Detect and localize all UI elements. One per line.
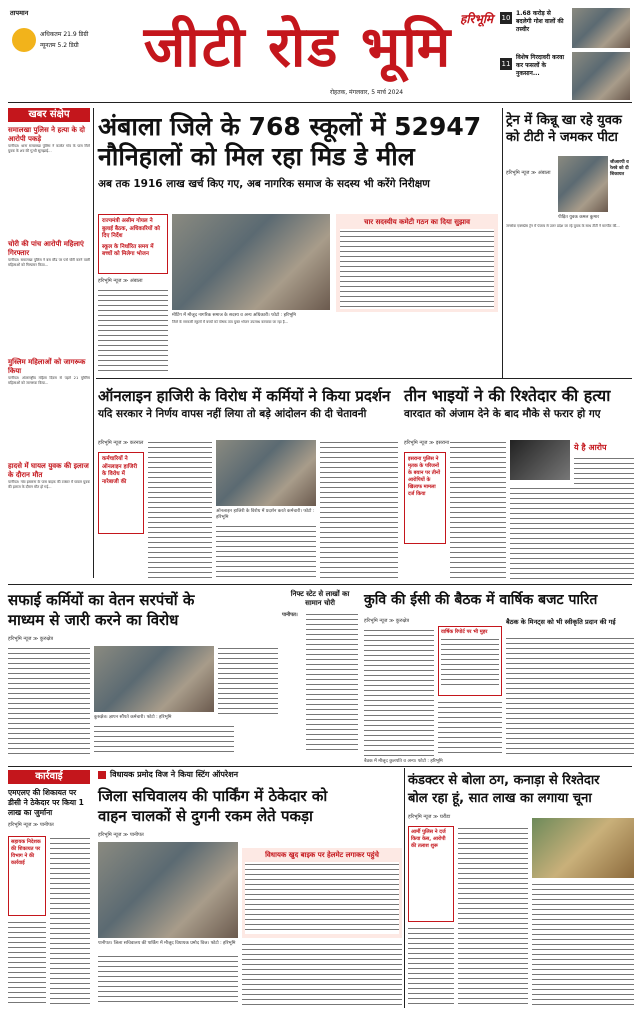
parking-body-col2 — [242, 942, 402, 1006]
protest-photo-caption: ऑनलाइन हाजिरी के विरोध में प्रदर्शन करते कर्मचारी। फोटो : हरिभूमि — [216, 509, 315, 520]
brief-body: पानीपत। समालखा पुलिस ने बस स्टैंड पर पर्स चोरी करने वाली महिलाओं को गिरफ्तार किया... — [8, 258, 90, 268]
right-lead-photo-sub: पीड़ित युवक कमल कुमार — [558, 215, 600, 220]
helmet-body — [245, 862, 399, 934]
protest-body-col — [148, 440, 212, 580]
parking-photo-caption: पानीपत। जिला सचिवालय की पार्किंग में मौजूद विधायक प्रमोद विज। फोटो : हरिभूमि — [98, 941, 236, 946]
action-label: कार्रवाई — [8, 770, 90, 784]
column-divider — [93, 108, 94, 578]
budget-story[interactable] — [364, 590, 634, 610]
column-divider — [404, 768, 405, 1008]
right-lead-photo-caption: जीआरपी व रेलवे को दी शिकायत — [610, 160, 629, 177]
budget-body-col2 — [438, 700, 502, 756]
lead-body-col1 — [98, 288, 168, 372]
fine-body-col — [50, 836, 90, 1006]
brief-item[interactable] — [8, 462, 90, 550]
sanitation-photo-caption: कुरुक्षेत्र। ज्ञापन सौंपते कर्मचारी। फोटो : हरिभूमि — [94, 715, 172, 720]
protest-byline: हरिभूमि न्यूज ≫ करनाल — [98, 440, 144, 446]
fine-headline: एमएलए की शिकायत पर डीसी ने ठेकेदार पर किया 1 लाख का जुर्माना — [8, 788, 84, 817]
protest-story[interactable] — [98, 386, 398, 422]
allegation-head: ये है आरोप — [574, 443, 607, 452]
theft-byline: पानीपत। — [282, 612, 298, 618]
section-rule — [96, 378, 632, 379]
parking-kicker: विधायक प्रमोद विज ने किया स्टिंग ऑपरेशन — [110, 770, 239, 779]
committee-body — [340, 229, 494, 309]
sanitation-body-col1 — [8, 646, 90, 756]
masthead-rule — [8, 102, 632, 103]
teaser-1[interactable] — [500, 8, 632, 50]
fraud-headline-2: बोल रहा हूं, सात लाख का लगाया चूना — [408, 791, 592, 806]
sanitation-body-col3 — [218, 646, 278, 718]
temperature-label: तापमान — [10, 9, 29, 17]
fraud-byline: हरिभूमि न्यूज ≫ घरौंडा — [408, 814, 451, 820]
fraud-box — [408, 826, 454, 922]
protest-photo — [216, 440, 316, 506]
fraud-body-col2 — [532, 882, 634, 1006]
teaser-2-number: 11 — [501, 60, 511, 68]
lead-photo — [172, 214, 330, 310]
budget-box — [438, 626, 502, 696]
lead-headline-2: नौनिहालों को मिल रहा मिड डे मील — [98, 142, 415, 171]
murder-box-text: इसराना पुलिस ने मृतक के परिजनों के बयान पर तीनों आरोपियों के खिलाफ मामला दर्ज किया — [408, 456, 440, 497]
right-lead-story[interactable] — [506, 112, 634, 146]
brief-item[interactable] — [8, 240, 90, 328]
lead-body — [172, 320, 498, 372]
budget-box-body — [441, 637, 499, 689]
protest-headline-1: ऑनलाइन हाजिरी के विरोध में कर्मियों ने किया प्रदर्शन — [98, 387, 391, 405]
temperature-box — [8, 8, 108, 88]
teaser-2[interactable] — [500, 52, 632, 102]
parking-kicker-bar — [98, 768, 400, 784]
fraud-body-col1 — [458, 826, 528, 1006]
lead-bullets — [98, 214, 168, 274]
minutes-body — [506, 636, 634, 756]
helmet-head: विधायक खुद बाइक पर हेलमेट लगाकर पहुंचे — [265, 851, 379, 859]
parking-photo — [98, 842, 238, 938]
murder-headline-2: वारदात को अंजाम देने के बाद मौके से फरार हो गए — [404, 408, 601, 420]
protest-box-text: कर्मचारियों ने ऑनलाइन हाजिरी के विरोध में नारेबाजी की — [102, 456, 138, 485]
news-brief-label: खबर संक्षेप — [8, 108, 90, 122]
budget-body-col1 — [364, 628, 434, 756]
section-rule — [8, 766, 632, 767]
max-temp: अधिकतम 21.9 डिग्री — [40, 31, 89, 38]
right-lead-byline: हरिभूमि न्यूज ≫ अंबाला — [506, 170, 551, 176]
lead-bullet-1: राज्यमंत्री असीम गोयल ने बुलाई बैठक, अधिकारियों को दिए निर्देश — [102, 218, 160, 239]
budget-box-head: वार्षिक रिपोर्ट पर भी मुहर — [441, 629, 488, 635]
sanitation-byline: हरिभूमि न्यूज ≫ कुरुक्षेत्र — [8, 636, 54, 642]
lead-headline-1: अंबाला जिले के 768 स्कूलों में 52947 — [98, 112, 482, 141]
lead-subhead: अब तक 1916 लाख खर्च किए गए, अब नागरिक समाज के सदस्य भी करेंगे निरीक्षण — [98, 178, 430, 190]
allegation-body — [574, 456, 634, 484]
fine-byline: हरिभूमि न्यूज ≫ पानीपत — [8, 822, 54, 828]
brief-body: पानीपत। गांव इसराना के पास बाइक की टक्कर में घायल युवक की इलाज के दौरान मौत हो गई... — [8, 480, 90, 490]
fraud-body-col3 — [408, 926, 454, 1006]
protest-body-col2 — [320, 440, 398, 580]
theft-headline: निफ्ट स्टेट से लाखों का सामान चोरी — [290, 590, 350, 607]
murder-story[interactable] — [404, 386, 634, 422]
teaser-1-text: 1.68 करोड़ से बदलेगी गोश वालों की तस्वीर — [516, 10, 564, 33]
budget-byline: हरिभूमि न्यूज ≫ कुरुक्षेत्र — [364, 618, 410, 624]
brief-headline: चोरी की पांच आरोपी महिलाएं गिरफ्तार — [8, 240, 84, 257]
brief-item[interactable] — [8, 126, 90, 196]
budget-headline: कुवि की ईसी की बैठक में वार्षिक बजट पारित — [364, 592, 598, 608]
helmet-box — [242, 848, 402, 938]
teaser-1-photo — [572, 8, 630, 48]
murder-headline-1: तीन भाइयों ने की रिश्तेदार की हत्या — [404, 386, 611, 405]
murder-box — [404, 452, 446, 544]
sanitation-headline-2: माध्यम से जारी करने का विरोध — [8, 611, 179, 629]
brief-item[interactable] — [8, 358, 90, 426]
right-lead-body — [506, 224, 634, 372]
parking-byline: हरिभूमि न्यूज ≫ पानीपत — [98, 832, 144, 838]
sanitation-photo — [94, 646, 214, 712]
fine-box — [8, 836, 46, 916]
column-divider — [502, 108, 503, 378]
section-rule — [8, 584, 632, 585]
fine-box-text: सहायक निदेशक की शिकायत पर विभाग ने की कार्रवाई — [11, 839, 41, 866]
lead-bullet-2: स्कूल के निर्धारित समय में बच्चों को मिलेगा भोजन — [102, 243, 154, 257]
protest-box — [98, 452, 144, 534]
theft-body — [306, 612, 358, 752]
brief-headline: समालखा पुलिस ने हत्या के दो आरोपी पकड़े — [8, 126, 85, 143]
lead-byline: हरिभूमि न्यूज ≫ अंबाला — [98, 278, 143, 284]
brief-headline: हादसे में घायल युवक की इलाज के दौरान मौत — [8, 462, 89, 479]
committee-box — [336, 214, 498, 312]
budget-photo-caption: बैठक में मौजूद कुलपति व अन्य। फोटो : हरिभूमि — [364, 759, 443, 764]
masthead-title: जीटी रोड भूमि — [143, 15, 453, 80]
parking-headline-2: वाहन चालकों से दुगनी रकम लेते पकड़ा — [98, 807, 313, 825]
brand-small: हरिभूमि — [460, 12, 494, 26]
sun-icon — [12, 28, 36, 52]
brief-headline: मुस्लिम महिलाओं को जागरूक किया — [8, 358, 86, 375]
murder-body-col2 — [510, 486, 634, 580]
parking-headline-1: जिला सचिवालय की पार्किंग में ठेकेदार को — [98, 787, 328, 805]
gun-photo — [510, 440, 570, 480]
fine-body-col2 — [8, 920, 46, 1006]
murder-byline: हरिभूमि न्यूज ≫ इसराना — [404, 440, 450, 446]
kicker-marker — [98, 771, 106, 779]
theft-story[interactable] — [282, 590, 358, 756]
dateline: रोहतक, मंगलवार, 5 मार्च 2024 — [330, 89, 404, 96]
sanitation-headline-1: सफाई कर्मियों का वेतन सरपंचों के — [8, 591, 195, 609]
parking-body-col1 — [98, 954, 238, 1006]
teaser-2-text: विशेष गिरदावरी करवा कर फसलों के नुकसान... — [516, 54, 565, 77]
sanitation-story[interactable] — [8, 590, 278, 630]
protest-headline-2: यदि सरकार ने निर्णय वापस नहीं लिया तो बड़े आंदोलन की दी चेतावनी — [98, 408, 367, 420]
currency-photo — [532, 818, 634, 878]
lead-photo-caption: मीटिंग में मौजूद नागरिक समाज के सदस्य व अन्य अधिकारी। फोटो : हरिभूमि — [172, 313, 296, 318]
min-temp: न्यूनतम 5.2 डिग्री — [40, 42, 79, 49]
teaser-2-photo — [572, 52, 630, 100]
brief-body: पानीपत। थाना समालखा पुलिस ने कतरेत गांव के पास मिले युवक के शव की गुत्थी सुलझाई... — [8, 144, 90, 154]
minutes-head: बैठक के मिनट्स को भी स्वीकृति प्रदान की गई — [506, 618, 616, 626]
teaser-1-number: 10 — [501, 14, 511, 22]
lead-story[interactable] — [98, 112, 498, 192]
fraud-headline-1: कंडक्टर से बोला ठग, कनाड़ा से रिश्तेदार — [408, 773, 600, 788]
fraud-box-text: आर्मी पुलिस ने दर्ज किया केस, आरोपी की तलाश शुरू — [411, 829, 446, 849]
lead-body-text: जिले के सरकारी स्कूलों में बच्चों को पोषक तत्व युक्त भोजन उपलब्ध करवाया जा रहा है... — [172, 320, 289, 324]
brief-body: पानीपत। अंतरराष्ट्रीय महिला दिवस से पहले 21 मुस्लिम महिलाओं को जागरूक किया... — [8, 376, 90, 386]
protest-body-col3 — [216, 524, 316, 580]
parking-story[interactable] — [98, 786, 402, 826]
murder-body-col — [450, 440, 506, 580]
fraud-story[interactable] — [408, 772, 634, 808]
right-lead-photo — [558, 156, 608, 212]
right-lead-headline: ट्रेन में किन्नू खा रहे युवक को टीटी ने जमकर पीटा — [506, 113, 622, 145]
committee-head: चार सदस्यीय कमेटी गठन का दिया सुझाव — [364, 218, 470, 226]
right-lead-body-text: जनसेवा एक्सप्रेस ट्रेन में पंजाब से उत्तर प्रदेश जा रहे युवक के साथ टीटी ने मारपीट की... — [506, 224, 620, 228]
sanitation-body-col2 — [94, 724, 234, 756]
